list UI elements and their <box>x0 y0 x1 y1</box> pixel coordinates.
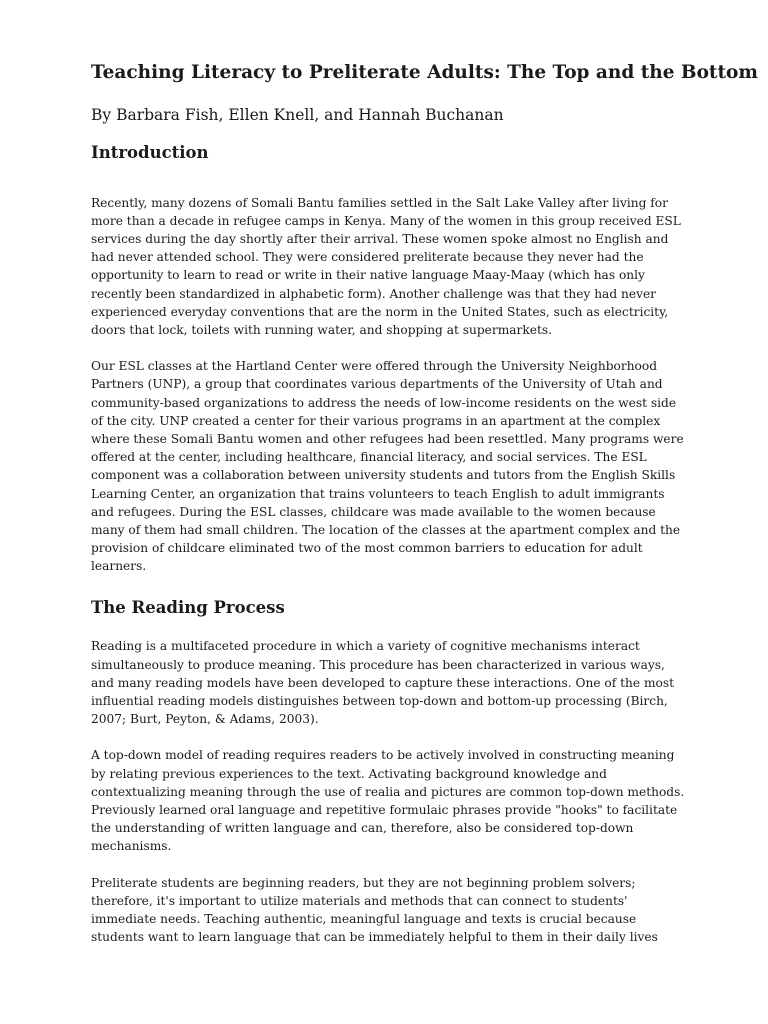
author-byline: By Barbara Fish, Ellen Knell, and Hannah Buchanan <box>91 106 504 125</box>
section-reading-process <box>91 598 691 947</box>
document-title: Teaching Literacy to Preliterate Adults: The Top and the Bottom <box>91 62 758 83</box>
section-introduction <box>91 143 691 576</box>
paragraph: Our ESL classes at the Hartland Center were offered through the University Neighborhood Partners (UNP), a group that coordinates various departments of the University of Utah and community-based organizations to address the needs of low-income residents on the west side of the city. UNP created a center for their various programs in an apartment at the complex where these Somali Bantu women and other refugees had been resettled. Many programs were offered at the center, including healthcare, financial literacy, and social services. The ESL component was a collaboration between university students and tutors from the English Skills Learning Center, an organization that trains volunteers to teach English to adult immigrants and refugees. During the ESL classes, childcare was made available to the women because many of them had small children. The location of the classes at the apartment complex and the provision of childcare eliminated two of the most common barriers to education for adult learners. <box>91 359 684 574</box>
paragraph: Recently, many dozens of Somali Bantu families settled in the Salt Lake Valley after living for more than a decade in refugee camps in Kenya. Many of the women in this group received ESL services during the day shortly after their arrival. These women spoke almost no English and had never attended school. They were considered preliterate because they never had the opportunity to learn to read or write in their native language Maay-Maay (which has only recently been standardized in alphabetic form). Another challenge was that they had never experienced everyday conventions that are the norm in the United States, such as electricity, doors that lock, toilets with running water, and shopping at supermarkets. <box>91 195 681 337</box>
section-heading: The Reading Process <box>91 597 285 617</box>
section-heading: Introduction <box>91 142 209 162</box>
paragraph: Reading is a multifaceted procedure in which a variety of cognitive mechanisms interact simultaneously to produce meaning. This procedure has been characterized in various ways, and many reading models have been developed to capture these interactions. One of the most influential reading models distinguishes between top-down and bottom-up processing (Birch, 2007; Burt, Peyton, & Adams, 2003). <box>91 639 675 727</box>
paragraph: A top-down model of reading requires readers to be actively involved in constructing meaning by relating previous experiences to the text. Activating background knowledge and contextualizing meaning through the use of realia and pictures are common top-down methods. Previously learned oral language and repetitive formulaic phrases provide "hooks" to facilitate the understanding of written language and can, therefore, also be considered top-down mechanisms. <box>91 748 685 854</box>
document-page <box>91 62 758 946</box>
paragraph: Preliterate students are beginning readers, but they are not beginning problem solvers; therefore, it's important to utilize materials and methods that can connect to students' immediate needs. Teaching authentic, meaningful language and texts is crucial because students want to learn language that can be immediately helpful to them in their daily lives <box>91 875 658 945</box>
